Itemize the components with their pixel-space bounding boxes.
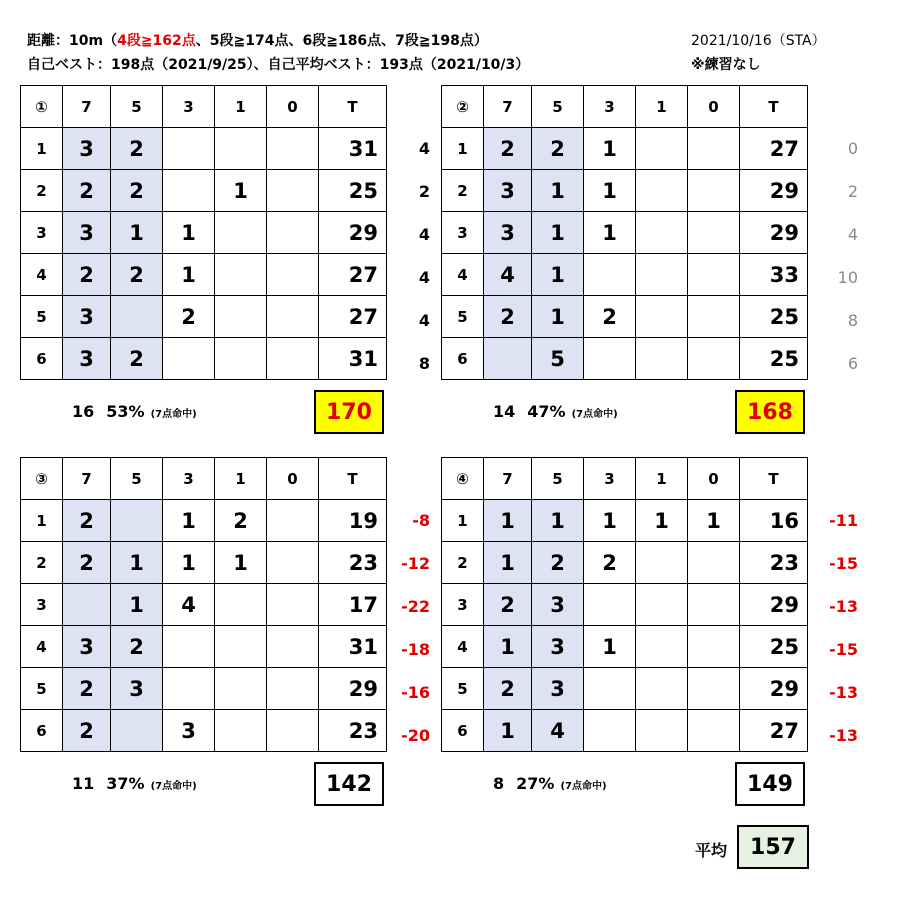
end-total: 25 — [740, 296, 808, 338]
end-total: 27 — [319, 296, 387, 338]
hit-count — [636, 212, 688, 254]
hit-count: 1 — [484, 626, 532, 668]
end-number: 2 — [21, 170, 63, 212]
end-total: 29 — [740, 170, 808, 212]
hit-count: 3 — [63, 212, 111, 254]
end-number: 2 — [21, 542, 63, 584]
side-value: 4 — [847, 225, 858, 244]
side-value: -12 — [401, 554, 430, 573]
side-value: -22 — [401, 597, 430, 616]
seven-hit-count: 11 — [72, 774, 95, 793]
end-row — [21, 626, 387, 668]
hit-count — [484, 338, 532, 380]
hit-count: 1 — [163, 500, 215, 542]
hit-count: 2 — [63, 710, 111, 752]
hit-count — [111, 296, 163, 338]
side-value: -11 — [829, 511, 858, 530]
end-total: 27 — [740, 128, 808, 170]
hit-count — [636, 128, 688, 170]
hit-note: (7点命中) — [150, 781, 197, 792]
round-label: ② — [442, 86, 484, 128]
hit-count: 2 — [111, 128, 163, 170]
score-table-1 — [20, 85, 387, 380]
end-total: 29 — [740, 212, 808, 254]
end-row — [21, 170, 387, 212]
hit-count — [584, 254, 636, 296]
end-row — [442, 542, 808, 584]
end-row — [442, 296, 808, 338]
hit-count — [688, 128, 740, 170]
hit-count — [267, 500, 319, 542]
hit-count — [163, 626, 215, 668]
end-number: 1 — [442, 128, 484, 170]
hit-count: 2 — [215, 500, 267, 542]
hit-count — [688, 710, 740, 752]
average-label: 平均 — [695, 841, 728, 860]
hit-count: 2 — [63, 170, 111, 212]
hit-count — [111, 500, 163, 542]
hit-count: 1 — [532, 170, 584, 212]
hit-count — [215, 212, 267, 254]
end-total: 29 — [740, 668, 808, 710]
hit-count — [63, 584, 111, 626]
side-value: -13 — [829, 683, 858, 702]
hit-count: 4 — [484, 254, 532, 296]
column-header: T — [740, 458, 808, 500]
side-value: 8 — [418, 354, 430, 373]
column-header: 0 — [267, 458, 319, 500]
end-row — [442, 212, 808, 254]
column-header: 1 — [215, 458, 267, 500]
score-table-2 — [441, 85, 808, 380]
end-number: 4 — [21, 254, 63, 296]
hit-count: 2 — [484, 128, 532, 170]
end-number: 5 — [442, 296, 484, 338]
column-header: 0 — [688, 86, 740, 128]
column-header: 7 — [484, 86, 532, 128]
hit-count — [163, 338, 215, 380]
end-number: 5 — [442, 668, 484, 710]
hit-count: 3 — [63, 296, 111, 338]
side-value: -13 — [829, 726, 858, 745]
column-header: 7 — [63, 86, 111, 128]
end-total: 31 — [319, 128, 387, 170]
hit-count: 1 — [584, 500, 636, 542]
end-total: 16 — [740, 500, 808, 542]
end-row — [21, 500, 387, 542]
hit-count: 1 — [688, 500, 740, 542]
hit-count: 2 — [484, 296, 532, 338]
hit-count — [584, 668, 636, 710]
session-date: 2021/10/16（STA） — [691, 33, 826, 49]
column-header: 0 — [688, 458, 740, 500]
column-header: 3 — [163, 458, 215, 500]
hit-count: 2 — [111, 338, 163, 380]
hit-count: 1 — [111, 584, 163, 626]
hit-count: 2 — [111, 626, 163, 668]
hit-count — [584, 710, 636, 752]
hit-count: 1 — [215, 170, 267, 212]
hit-count: 2 — [484, 584, 532, 626]
hit-count — [636, 254, 688, 296]
hit-count: 3 — [484, 212, 532, 254]
hit-count: 2 — [484, 668, 532, 710]
side-value: 8 — [847, 311, 858, 330]
end-number: 3 — [442, 212, 484, 254]
side-value: 6 — [847, 354, 858, 373]
hit-count — [163, 170, 215, 212]
end-total: 29 — [319, 668, 387, 710]
end-total: 29 — [319, 212, 387, 254]
hit-count: 4 — [532, 710, 584, 752]
end-number: 6 — [442, 710, 484, 752]
hit-count — [688, 338, 740, 380]
hit-count: 2 — [63, 668, 111, 710]
hit-count — [267, 542, 319, 584]
hit-count: 3 — [163, 710, 215, 752]
side-value: 4 — [418, 268, 430, 287]
side-value: -16 — [401, 683, 430, 702]
column-header: 3 — [163, 86, 215, 128]
column-header: 3 — [584, 86, 636, 128]
hit-count: 2 — [63, 542, 111, 584]
hit-count — [688, 170, 740, 212]
hit-count: 2 — [63, 500, 111, 542]
end-number: 3 — [442, 584, 484, 626]
hit-count: 1 — [163, 212, 215, 254]
side-value: 4 — [418, 311, 430, 330]
hit-note: (7点命中) — [150, 409, 197, 420]
score-table-3 — [20, 457, 387, 752]
end-row — [442, 170, 808, 212]
side-value: -18 — [401, 640, 430, 659]
hit-note: (7点命中) — [560, 781, 607, 792]
end-total: 33 — [740, 254, 808, 296]
score-table-4 — [441, 457, 808, 752]
end-number: 1 — [21, 500, 63, 542]
column-header: T — [740, 86, 808, 128]
end-row — [21, 296, 387, 338]
hit-count — [267, 338, 319, 380]
side-value: -8 — [412, 511, 430, 530]
end-total: 27 — [740, 710, 808, 752]
column-header: T — [319, 86, 387, 128]
hit-percentage: 37% — [106, 774, 145, 793]
side-value: 2 — [418, 182, 430, 201]
column-header: 5 — [532, 86, 584, 128]
column-header: 0 — [267, 86, 319, 128]
end-total: 27 — [319, 254, 387, 296]
hit-count — [163, 128, 215, 170]
hit-count: 1 — [584, 626, 636, 668]
end-total: 23 — [740, 542, 808, 584]
end-row — [21, 710, 387, 752]
hit-summary — [493, 774, 607, 793]
hit-count — [688, 542, 740, 584]
end-row — [442, 500, 808, 542]
hit-note: (7点命中) — [571, 409, 618, 420]
hit-count: 1 — [532, 500, 584, 542]
column-header: 5 — [111, 458, 163, 500]
hit-count: 2 — [584, 542, 636, 584]
end-total: 17 — [319, 584, 387, 626]
hit-count: 3 — [63, 338, 111, 380]
hit-count: 1 — [532, 212, 584, 254]
hit-summary — [72, 774, 197, 793]
hit-count: 1 — [111, 542, 163, 584]
hit-count: 1 — [584, 128, 636, 170]
seven-hit-count: 8 — [493, 774, 505, 793]
average-score: 157 — [737, 825, 809, 869]
end-number: 5 — [21, 296, 63, 338]
hit-count: 4 — [163, 584, 215, 626]
round-total: 142 — [314, 762, 384, 806]
round-total: 168 — [735, 390, 805, 434]
hit-count: 1 — [484, 500, 532, 542]
hit-count — [636, 710, 688, 752]
round-label: ① — [21, 86, 63, 128]
hit-count — [636, 170, 688, 212]
end-total: 19 — [319, 500, 387, 542]
hit-count: 3 — [532, 668, 584, 710]
column-header: 1 — [636, 86, 688, 128]
end-row — [21, 212, 387, 254]
column-header: 1 — [636, 458, 688, 500]
hit-count — [636, 296, 688, 338]
hit-count: 2 — [111, 170, 163, 212]
column-header: 7 — [484, 458, 532, 500]
hit-count — [163, 668, 215, 710]
end-number: 4 — [442, 626, 484, 668]
hit-count: 1 — [584, 170, 636, 212]
side-value: -20 — [401, 726, 430, 745]
hit-summary — [493, 402, 618, 421]
hit-count: 2 — [532, 128, 584, 170]
end-total: 31 — [319, 626, 387, 668]
hit-count: 2 — [584, 296, 636, 338]
hit-count: 1 — [163, 254, 215, 296]
hit-count: 1 — [163, 542, 215, 584]
end-row — [21, 254, 387, 296]
seven-hit-count: 14 — [493, 402, 516, 421]
side-value: 10 — [837, 268, 858, 287]
round-label: ④ — [442, 458, 484, 500]
end-number: 3 — [21, 584, 63, 626]
end-total: 23 — [319, 710, 387, 752]
end-total: 29 — [740, 584, 808, 626]
round-total: 170 — [314, 390, 384, 434]
hit-count: 1 — [584, 212, 636, 254]
hit-count: 3 — [484, 170, 532, 212]
hit-count — [215, 254, 267, 296]
hit-count — [267, 254, 319, 296]
end-row — [21, 668, 387, 710]
end-row — [21, 338, 387, 380]
hit-count: 2 — [63, 254, 111, 296]
end-row — [442, 626, 808, 668]
end-number: 4 — [442, 254, 484, 296]
hit-count — [688, 626, 740, 668]
round-total: 149 — [735, 762, 805, 806]
hit-count: 1 — [532, 254, 584, 296]
practice-note: ※練習なし — [691, 57, 761, 73]
end-row — [442, 710, 808, 752]
hit-count — [636, 584, 688, 626]
column-header: 1 — [215, 86, 267, 128]
hit-count: 3 — [532, 584, 584, 626]
hit-count — [215, 668, 267, 710]
end-total: 25 — [740, 626, 808, 668]
hit-count: 3 — [111, 668, 163, 710]
hit-count: 2 — [163, 296, 215, 338]
hit-count: 1 — [215, 542, 267, 584]
hit-count — [688, 254, 740, 296]
hit-count — [584, 338, 636, 380]
column-header: 3 — [584, 458, 636, 500]
seven-hit-count: 16 — [72, 402, 95, 421]
end-row — [21, 128, 387, 170]
hit-count — [636, 668, 688, 710]
end-number: 3 — [21, 212, 63, 254]
end-row — [442, 584, 808, 626]
hit-percentage: 53% — [106, 402, 145, 421]
rank-thresholds: 、5段≧174点、6段≧186点、7段≧198点） — [195, 33, 488, 49]
hit-count — [215, 296, 267, 338]
column-header: 5 — [111, 86, 163, 128]
hit-count — [688, 296, 740, 338]
end-number: 5 — [21, 668, 63, 710]
hit-count — [267, 710, 319, 752]
hit-count: 1 — [636, 500, 688, 542]
end-row — [21, 542, 387, 584]
hit-count — [267, 296, 319, 338]
end-total: 25 — [319, 170, 387, 212]
end-number: 6 — [21, 338, 63, 380]
hit-count — [215, 584, 267, 626]
hit-count: 5 — [532, 338, 584, 380]
hit-count — [688, 212, 740, 254]
end-number: 1 — [442, 500, 484, 542]
end-number: 6 — [442, 338, 484, 380]
hit-count — [215, 710, 267, 752]
end-number: 6 — [21, 710, 63, 752]
round-label: ③ — [21, 458, 63, 500]
hit-count: 1 — [484, 710, 532, 752]
end-total: 23 — [319, 542, 387, 584]
hit-count — [267, 212, 319, 254]
end-row — [442, 338, 808, 380]
end-number: 4 — [21, 626, 63, 668]
distance-rules — [27, 30, 488, 50]
hit-count — [267, 170, 319, 212]
hit-count: 1 — [532, 296, 584, 338]
side-value: -15 — [829, 554, 858, 573]
hit-count — [267, 668, 319, 710]
hit-count — [267, 626, 319, 668]
rank4-threshold: 4段≧162点 — [117, 33, 196, 49]
hit-count: 2 — [111, 254, 163, 296]
end-row — [442, 668, 808, 710]
hit-count — [215, 128, 267, 170]
column-header: 5 — [532, 458, 584, 500]
column-header: T — [319, 458, 387, 500]
hit-count — [215, 338, 267, 380]
end-row — [442, 254, 808, 296]
hit-count: 2 — [532, 542, 584, 584]
hit-percentage: 47% — [527, 402, 566, 421]
side-value: -13 — [829, 597, 858, 616]
side-value: 4 — [418, 139, 430, 158]
hit-count — [111, 710, 163, 752]
personal-best: 自己ベスト：198点（2021/9/25）、自己平均ベスト：193点（2021/10/3） — [27, 57, 530, 73]
hit-count — [688, 668, 740, 710]
end-row — [21, 584, 387, 626]
side-value: 2 — [847, 182, 858, 201]
hit-count — [636, 626, 688, 668]
hit-count: 3 — [532, 626, 584, 668]
end-number: 2 — [442, 170, 484, 212]
side-value: 0 — [847, 139, 858, 158]
end-total: 25 — [740, 338, 808, 380]
hit-percentage: 27% — [516, 774, 555, 793]
side-value: -15 — [829, 640, 858, 659]
hit-count — [688, 584, 740, 626]
hit-count — [636, 542, 688, 584]
hit-count: 3 — [63, 626, 111, 668]
hit-count: 1 — [484, 542, 532, 584]
hit-count — [267, 128, 319, 170]
hit-summary — [72, 402, 197, 421]
side-value: 4 — [418, 225, 430, 244]
hit-count — [636, 338, 688, 380]
hit-count — [215, 626, 267, 668]
column-header: 7 — [63, 458, 111, 500]
hit-count: 3 — [63, 128, 111, 170]
end-number: 2 — [442, 542, 484, 584]
end-row — [442, 128, 808, 170]
end-number: 1 — [21, 128, 63, 170]
hit-count — [584, 584, 636, 626]
hit-count: 1 — [111, 212, 163, 254]
hit-count — [267, 584, 319, 626]
distance-label: 距離：10m（ — [27, 33, 118, 49]
end-total: 31 — [319, 338, 387, 380]
